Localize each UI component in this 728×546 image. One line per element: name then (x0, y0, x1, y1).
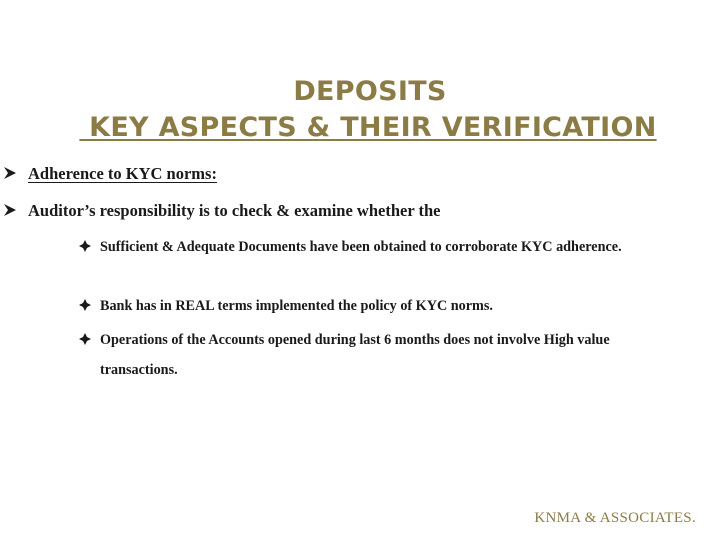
arrow-right-icon (3, 166, 17, 180)
diamond-icon (79, 333, 91, 345)
slide-title-line2-text: KEY ASPECTS & THEIR VERIFICATION (79, 112, 657, 143)
bullet-auditor-responsibility-text: Auditor’s responsibility is to check & examine whether the (28, 201, 441, 220)
bullet-auditor-responsibility (0, 201, 440, 221)
diamond-icon (79, 299, 91, 311)
sub-bullet-operations-text: Operations of the Accounts opened during last 6 months does not involve High value transactions. (100, 332, 610, 378)
sub-bullet-documents-text: Sufficient & Adequate Documents have been obtained to corroborate KYC adherence. (100, 239, 622, 255)
sub-bullet-operations (79, 325, 669, 385)
bullet-kyc-norms (0, 164, 217, 184)
diamond-icon (79, 240, 91, 252)
slide-title-line2 (4, 112, 728, 143)
arrow-right-icon (3, 203, 17, 217)
sub-bullet-real-terms-text: Bank has in REAL terms implemented the policy of KYC norms. (100, 298, 493, 314)
slide-title-line1: DEPOSITS (293, 76, 447, 107)
footer-firm-name: KNMA & ASSOCIATES. (534, 510, 696, 526)
sub-bullet-real-terms (79, 291, 669, 321)
sub-bullet-documents (79, 232, 669, 262)
bullet-kyc-norms-text: Adherence to KYC norms: (28, 164, 217, 183)
